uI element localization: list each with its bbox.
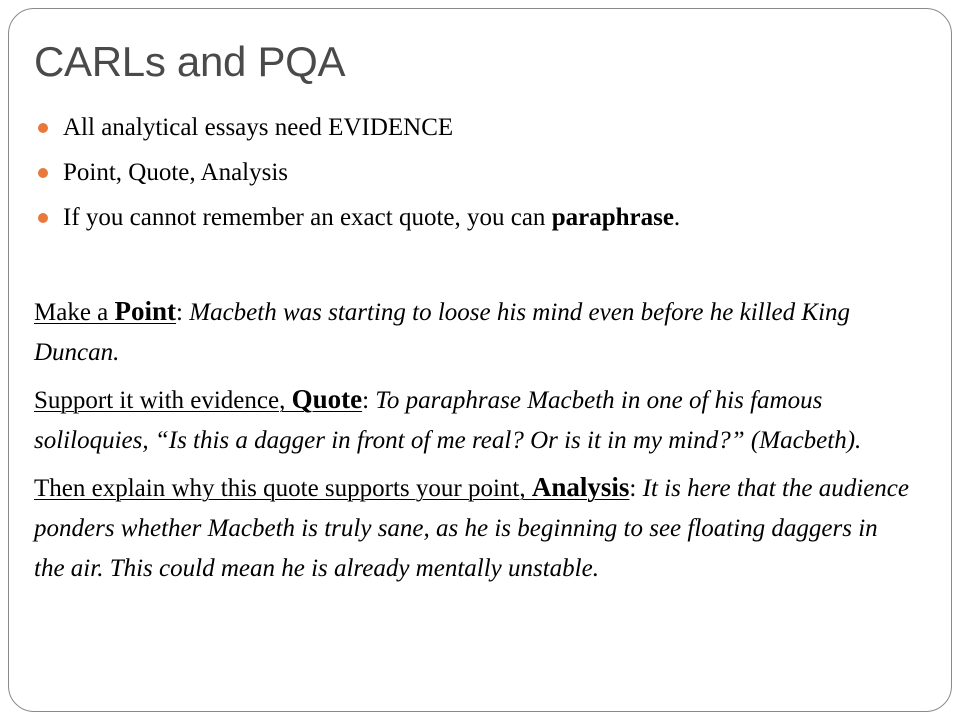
bullet-item-paraphrase	[36, 202, 916, 247]
bullet-dot-icon	[38, 213, 48, 223]
bullet-text: If you cannot remember an exact quote, you can	[63, 204, 552, 231]
analysis-colon: :	[629, 475, 643, 502]
bullet-end: .	[673, 204, 681, 231]
slide-title: CARLs and PQA	[34, 38, 346, 85]
point-paragraph	[34, 291, 914, 373]
bullet-list	[36, 112, 916, 247]
pqa-body	[34, 291, 914, 595]
quote-body: To paraphrase Macbeth in one of his famous soliloquies, “Is this a dagger in front of me real? Or is it in my mind?” (Macbeth).	[34, 387, 862, 454]
analysis-paragraph	[34, 467, 914, 589]
analysis-keyword: Analysis	[531, 472, 630, 502]
analysis-body: It is here that the audience ponders whether Macbeth is truly sane, as he is beginning to see floating daggers in the air. This could mean he is already mentally unstable.	[34, 475, 909, 582]
point-lead	[34, 296, 177, 326]
quote-colon: :	[362, 387, 376, 414]
bullet-dot-icon	[38, 123, 48, 133]
quote-lead-text: Support it with evidence,	[34, 387, 292, 414]
analysis-lead	[34, 472, 630, 502]
bullet-dot-icon	[38, 168, 48, 178]
quote-paragraph	[34, 379, 914, 461]
point-keyword: Point	[114, 296, 177, 326]
point-body: Macbeth was starting to loose his mind even before he killed King Duncan.	[34, 299, 851, 366]
bullet-item-pqa	[36, 157, 916, 202]
quote-keyword: Quote	[291, 384, 363, 414]
bullet-text: Point, Quote, Analysis	[63, 159, 289, 186]
bullet-text: All analytical essays need EVIDENCE	[63, 114, 454, 141]
bullet-item-evidence	[36, 112, 916, 157]
paraphrase-term: paraphrase	[551, 204, 674, 231]
analysis-lead-text: Then explain why this quote supports your point,	[34, 475, 532, 502]
point-colon: :	[176, 299, 190, 326]
point-lead-text: Make a	[34, 299, 115, 326]
quote-lead	[34, 384, 363, 414]
